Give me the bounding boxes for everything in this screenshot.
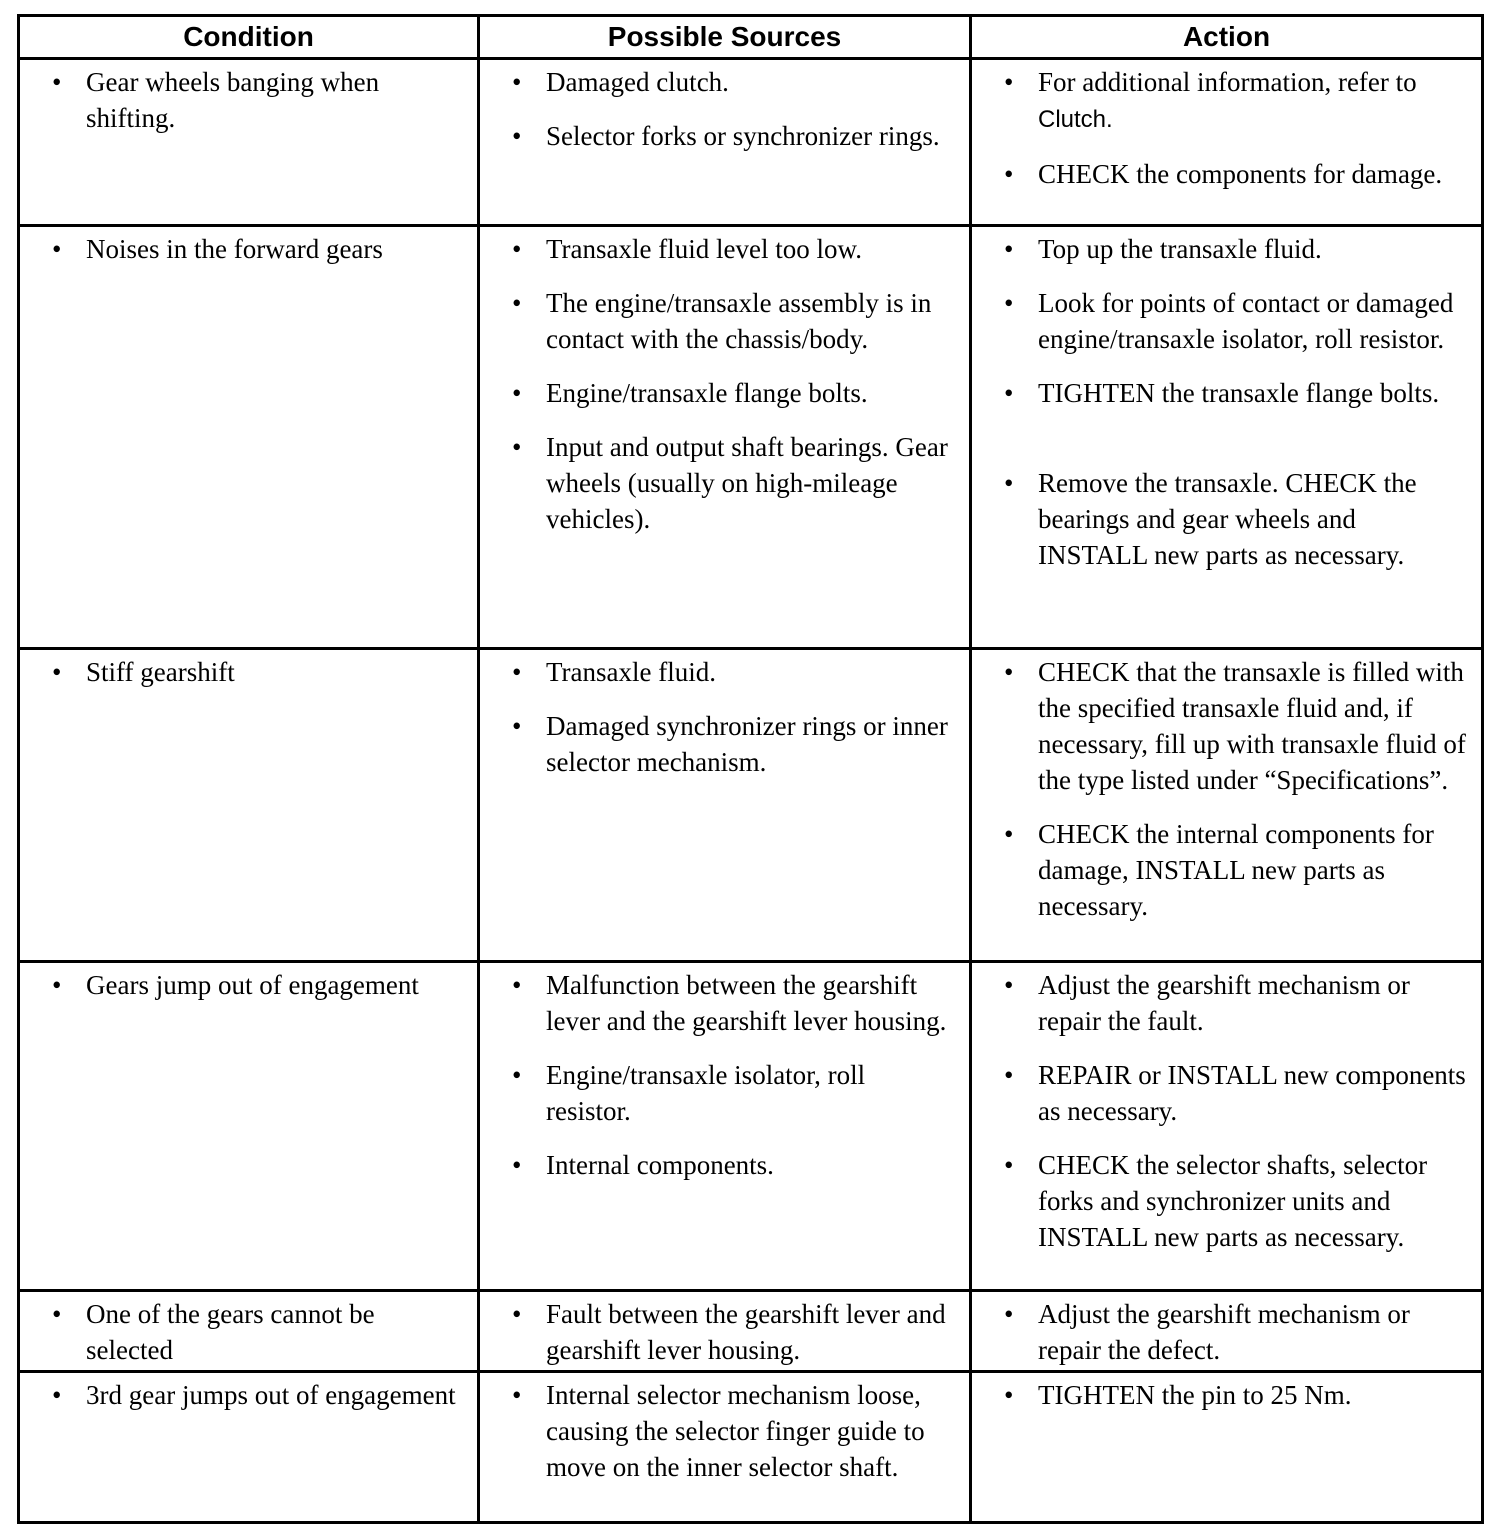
table-row	[19, 962, 1483, 1291]
condition-cell	[19, 59, 479, 226]
table-row	[19, 226, 1483, 649]
source-item: • Transaxle fluid level too low.	[512, 231, 955, 267]
source-item: • Engine/transaxle isolator, roll resistor.	[512, 1057, 955, 1129]
header-action: Action	[971, 16, 1483, 59]
sources-cell	[479, 962, 971, 1291]
condition-cell	[19, 1372, 479, 1523]
source-item: • Damaged synchronizer rings or inner selector mechanism.	[512, 708, 955, 780]
action-item: • TIGHTEN the transaxle flange bolts.	[1004, 375, 1467, 411]
action-item: • CHECK the selector shafts, selector forks and synchronizer units and INSTALL new parts as necessary.	[1004, 1147, 1467, 1255]
condition-cell	[19, 226, 479, 649]
action-item: • Remove the transaxle. CHECK the bearings and gear wheels and INSTALL new parts as necessary.	[1004, 465, 1467, 573]
condition-item: • Gears jump out of engagement	[52, 967, 463, 1003]
condition-item: • One of the gears cannot be selected	[52, 1296, 463, 1368]
source-item: • Internal components.	[512, 1147, 955, 1183]
source-item: • Fault between the gearshift lever and gearshift lever housing.	[512, 1296, 955, 1368]
action-cell	[971, 59, 1483, 226]
action-item: • CHECK that the transaxle is filled with the specified transaxle fluid and, if necessary, fill up with transaxle fluid of the type listed under “Specifications”.	[1004, 654, 1467, 798]
action-cell	[971, 649, 1483, 962]
source-item: • Selector forks or synchronizer rings.	[512, 118, 955, 154]
source-item: • The engine/transaxle assembly is in contact with the chassis/body.	[512, 285, 955, 357]
condition-item: • Stiff gearshift	[52, 654, 463, 690]
sources-cell	[479, 59, 971, 226]
source-item: • Transaxle fluid.	[512, 654, 955, 690]
source-item: • Internal selector mechanism loose, causing the selector finger guide to move on the inner selector shaft.	[512, 1377, 955, 1485]
condition-item: • Noises in the forward gears	[52, 231, 463, 267]
condition-item: • Gear wheels banging when shifting.	[52, 64, 463, 136]
header-row	[19, 16, 1483, 59]
action-cell	[971, 1372, 1483, 1523]
table-row	[19, 1372, 1483, 1523]
source-item: • Damaged clutch.	[512, 64, 955, 100]
action-cell	[971, 1291, 1483, 1372]
condition-cell	[19, 962, 479, 1291]
action-item	[1004, 64, 1467, 138]
condition-item: • 3rd gear jumps out of engagement	[52, 1377, 463, 1413]
action-text: For additional information, refer to	[1038, 67, 1417, 97]
clutch-reference-link[interactable]: Clutch.	[1038, 106, 1113, 133]
header-condition: Condition	[19, 16, 479, 59]
action-item: • Look for points of contact or damaged engine/transaxle isolator, roll resistor.	[1004, 285, 1467, 357]
action-item: • Adjust the gearshift mechanism or repair the fault.	[1004, 967, 1467, 1039]
source-item: • Engine/transaxle flange bolts.	[512, 375, 955, 411]
table-row	[19, 649, 1483, 962]
diagnosis-table	[17, 14, 1484, 1524]
source-item: • Malfunction between the gearshift lever and the gearshift lever housing.	[512, 967, 955, 1039]
action-cell	[971, 962, 1483, 1291]
table-row	[19, 59, 1483, 226]
condition-cell	[19, 1291, 479, 1372]
action-item: • TIGHTEN the pin to 25 Nm.	[1004, 1377, 1467, 1413]
sources-cell	[479, 649, 971, 962]
sources-cell	[479, 1372, 971, 1523]
condition-cell	[19, 649, 479, 962]
header-possible-sources: Possible Sources	[479, 16, 971, 59]
action-item: • REPAIR or INSTALL new components as necessary.	[1004, 1057, 1467, 1129]
sources-cell	[479, 226, 971, 649]
action-item: • Top up the transaxle fluid.	[1004, 231, 1467, 267]
source-item: • Input and output shaft bearings. Gear wheels (usually on high-mileage vehicles).	[512, 429, 955, 537]
action-item: • CHECK the internal components for damage, INSTALL new parts as necessary.	[1004, 816, 1467, 924]
action-item: • Adjust the gearshift mechanism or repair the defect.	[1004, 1296, 1467, 1368]
table-row	[19, 1291, 1483, 1372]
action-cell	[971, 226, 1483, 649]
sources-cell	[479, 1291, 971, 1372]
action-item: • CHECK the components for damage.	[1004, 156, 1467, 192]
